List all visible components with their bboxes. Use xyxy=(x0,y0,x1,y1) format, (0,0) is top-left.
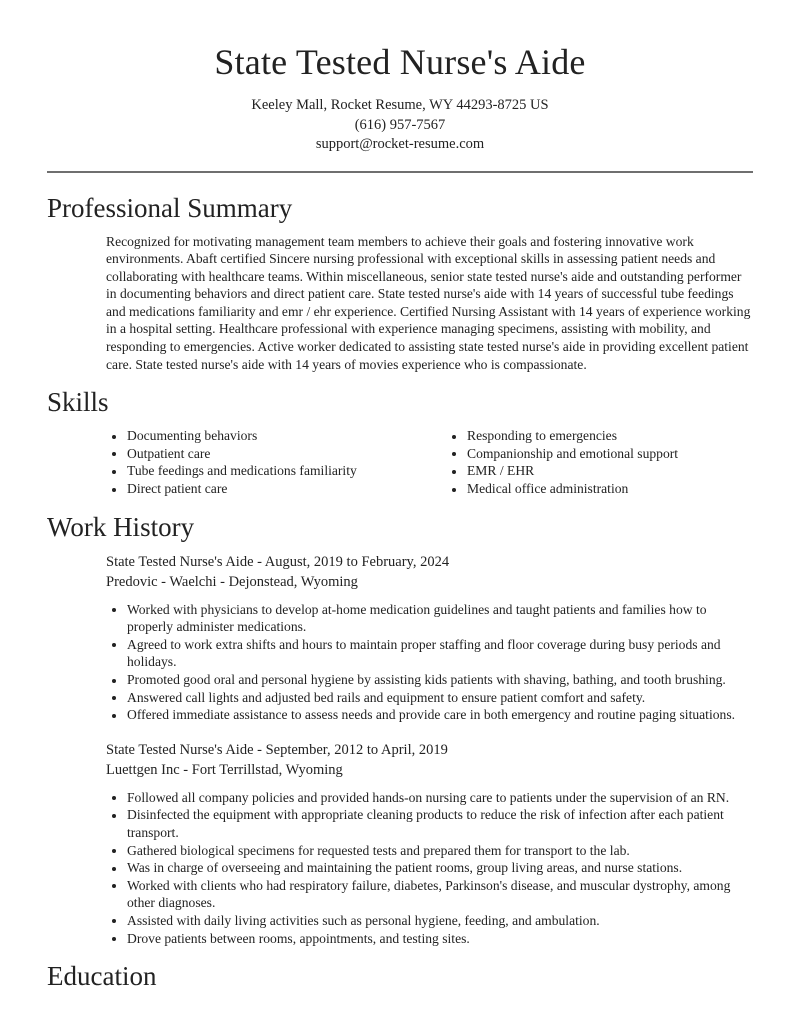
skill-item: Responding to emergencies xyxy=(467,427,678,445)
skill-item: Direct patient care xyxy=(127,480,446,498)
skill-item: Outpatient care xyxy=(127,445,446,463)
job-entry xyxy=(106,740,753,947)
education-section xyxy=(0,959,800,993)
skill-item: Companionship and emotional support xyxy=(467,445,679,461)
job-duty-item: Worked with clients who had respiratory failure, diabetes, Parkinson's disease, and muscular dystrophy, among other diagnoses. xyxy=(127,877,753,912)
contact-info xyxy=(0,96,800,155)
section-title-summary: Professional Summary xyxy=(47,192,293,223)
job-title-dates: State Tested Nurse's Aide - September, 2012 to April, 2019 xyxy=(106,741,448,758)
job-company-location: Luettgen Inc - Fort Terrillstad, Wyoming xyxy=(106,762,343,779)
job-duty-item: Worked with physicians to develop at-home medication guidelines and taught patients and families how to properly administer medications. xyxy=(127,601,753,636)
contact-phone: (616) 957-7567 xyxy=(354,116,446,133)
skills-list-left xyxy=(106,427,446,497)
job-duties-list xyxy=(106,601,753,724)
job-duty-item: Drove patients between rooms, appointments, and testing sites. xyxy=(127,930,753,948)
job-duty-item: Promoted good oral and personal hygiene by assisting kids patients with shaving, bathing, and tooth brushing. xyxy=(127,671,753,689)
contact-email: support@rocket-resume.com xyxy=(315,136,485,152)
section-title-education: Education xyxy=(47,961,157,992)
job-duty-item: Offered immediate assistance to assess needs and provide care in both emergency and routine paging situations. xyxy=(127,706,753,724)
skill-item: EMR / EHR xyxy=(467,462,678,480)
skills-list-right xyxy=(446,427,678,497)
skill-item: Tube feedings and medications familiarity xyxy=(127,462,446,480)
job-duty-item: Answered call lights and adjusted bed rails and equipment to ensure patient comfort and safety. xyxy=(127,689,753,707)
section-title-work-history: Work History xyxy=(47,511,195,542)
header-divider xyxy=(47,171,753,173)
job-company-location: Predovic - Waelchi - Dejonstead, Wyoming xyxy=(106,574,358,591)
resume-name: State Tested Nurse's Aide xyxy=(214,42,586,82)
skill-item: Documenting behaviors xyxy=(127,427,446,445)
skill-item: Medical office administration xyxy=(467,480,678,498)
contact-address: Keeley Mall, Rocket Resume, WY 44293-8725 US xyxy=(251,97,549,113)
job-duty-item: Disinfected the equipment with appropriate cleaning products to reduce the risk of infection after each patient transport. xyxy=(127,806,753,841)
job-duty-item: Gathered biological specimens for requested tests and prepared them for transport to the lab. xyxy=(127,842,753,860)
job-duty-item: Agreed to work extra shifts and hours to maintain proper staffing and floor coverage during busy periods and holidays. xyxy=(127,636,753,671)
summary-text: Recognized for motivating management team members to achieve their goals and fostering innovative work environments. Abaft certified Sincere nursing professional with exceptional skills in assessing patient needs and collaborating with healthcare teams. Within miscellaneous, senior state tested nurse's aide and outstanding performer in documenting behaviors and direct patient care. State tested nurse's aide with 14 years of successful tube feedings and medications familiarity and emr / ehr experience. Certified Nursing Assistant with 14 years of experience working in a hospital setting. Healthcare professional with experience managing specimens, assisting with mobility, and responding to emergencies. Active worker dedicated to assisting state tested nurse's aide in providing excellent patient care. State tested nurse's aide with 14 years of movies experience who is compassionate. xyxy=(106,233,751,372)
work-history-section xyxy=(0,510,800,948)
job-entry xyxy=(106,552,753,724)
job-duties-list xyxy=(106,789,753,947)
skills-section xyxy=(0,385,800,497)
skills-columns xyxy=(106,427,753,497)
resume-header xyxy=(0,0,800,155)
job-duty-item: Assisted with daily living activities such as personal hygiene, feeding, and ambulation. xyxy=(127,912,753,930)
job-title-dates: State Tested Nurse's Aide - August, 2019 to February, 2024 xyxy=(106,553,450,570)
professional-summary-section xyxy=(0,191,800,374)
section-title-skills: Skills xyxy=(47,387,109,418)
job-duty-item: Was in charge of overseeing and maintaining the patient rooms, group living areas, and nurse stations. xyxy=(127,859,753,877)
job-duty-item: Followed all company policies and provided hands-on nursing care to patients under the supervision of an RN. xyxy=(127,789,753,807)
